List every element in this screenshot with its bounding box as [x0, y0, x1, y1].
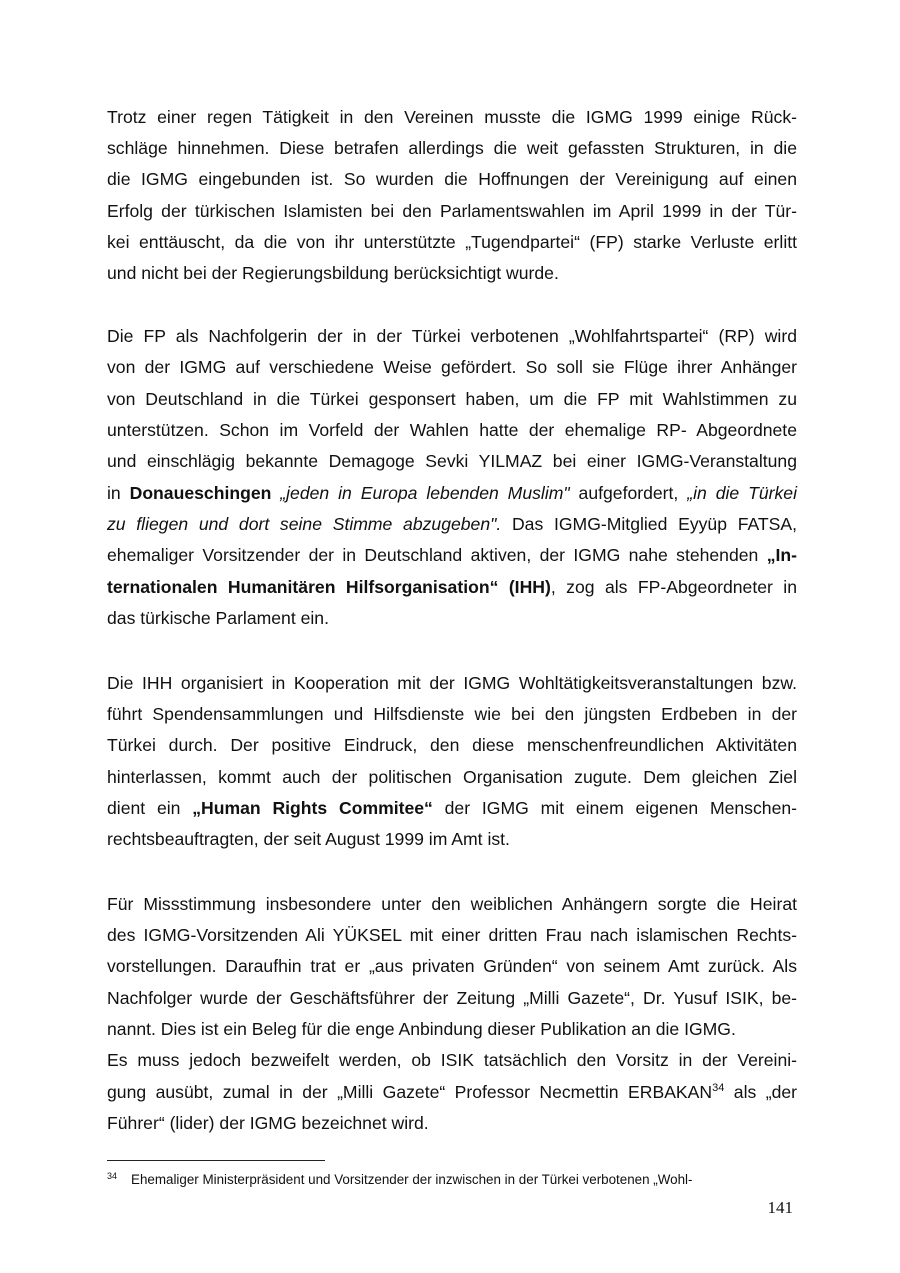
organization-name-bold: ternationalen Humanitären Hilfsorganisation“ (IHH): [107, 577, 551, 597]
footnote-text: Ehemaliger Ministerpräsident und Vorsitzender der inzwischen in der Türkei verbotenen „Wohl-: [131, 1172, 693, 1187]
text-line: Die IHH organisiert in Kooperation mit der IGMG Wohltätigkeitsveranstaltungen bzw.: [107, 673, 797, 693]
committee-name-bold: „Human Rights Commitee“: [192, 798, 433, 818]
text-line: kei enttäuscht, da die von ihr unterstützte „Tugendpartei“ (FP) starke Verluste erlitt: [107, 232, 797, 252]
text-run: [271, 483, 280, 503]
organization-name-bold: „In-: [766, 545, 797, 565]
text-line: die IGMG eingebunden ist. So wurden die Hoffnungen der Vereinigung auf einen: [107, 169, 797, 189]
text-run: Das IGMG-Mitglied Eyyüp FATSA,: [501, 514, 797, 534]
text-run: aufgefordert,: [569, 483, 688, 503]
text-run: als „der: [724, 1082, 798, 1102]
text-run: , zog als FP-Abgeordneter in: [550, 577, 798, 597]
text-line: nannt. Dies ist ein Beleg für die enge Anbindung dieser Publikation an die IGMG.: [107, 1019, 736, 1039]
text-line: unterstützen. Schon im Vorfeld der Wahlen hatte der ehemalige RP- Abgeordnete: [107, 420, 797, 440]
text-line: [107, 793, 797, 824]
text-line: [107, 540, 797, 571]
text-line: von Deutschland in die Türkei gesponsert haben, um die FP mit Wahlstimmen zu: [107, 389, 797, 409]
text-line: Erfolg der türkischen Islamisten bei den Parlamentswahlen im April 1999 in der Tür-: [107, 201, 797, 221]
text-line: Türkei durch. Der positive Eindruck, den diese menschenfreundlichen Aktivitäten: [107, 735, 797, 755]
footnote-number: 34: [107, 1171, 118, 1181]
text-line: schläge hinnehmen. Diese betrafen allerdings die weit gefassten Strukturen, in die: [107, 138, 797, 158]
text-run: gung ausübt, zumal in der „Milli Gazete“ Professor Necmettin ERBAKAN: [107, 1082, 713, 1102]
text-line: und einschlägig bekannte Demagoge Sevki YILMAZ bei einer IGMG-Veranstaltung: [107, 451, 797, 471]
text-line: Trotz einer regen Tätigkeit in den Vereinen musste die IGMG 1999 einige Rück-: [107, 107, 797, 127]
footnote: [107, 1166, 797, 1190]
text-line: rechtsbeauftragten, der seit August 1999 im Amt ist.: [107, 829, 510, 849]
text-run: ehemaliger Vorsitzender der in Deutschland aktiven, der IGMG nahe stehenden: [107, 545, 767, 565]
text-line: [107, 509, 797, 540]
text-line: [107, 572, 797, 603]
text-line: Nachfolger wurde der Geschäftsführer der Zeitung „Milli Gazete“, Dr. Yusuf ISIK, be-: [107, 988, 797, 1008]
text-line: das türkische Parlament ein.: [107, 608, 329, 628]
text-line: vorstellungen. Daraufhin trat er „aus privaten Gründen“ von seinem Amt zurück. Als: [107, 956, 797, 976]
text-line: Für Missstimmung insbesondere unter den weiblichen Anhängern sorgte die Heirat: [107, 894, 797, 914]
text-run: dient ein: [107, 798, 193, 818]
text-run: in: [107, 483, 130, 503]
text-line: führt Spendensammlungen und Hilfsdienste wie bei den jüngsten Erdbeben in der: [107, 704, 797, 724]
text-line: [107, 1077, 797, 1108]
quote-italic: zu fliegen und dort seine Stimme abzugeben".: [107, 514, 502, 534]
place-name-bold: Donaueschingen: [129, 483, 272, 503]
text-line: [107, 478, 797, 509]
text-line: Die FP als Nachfolgerin der in der Türkei verbotenen „Wohlfahrtspartei“ (RP) wird: [107, 326, 797, 346]
text-line: des IGMG-Vorsitzenden Ali YÜKSEL mit einer dritten Frau nach islamischen Rechts-: [107, 925, 797, 945]
quote-italic: „jeden in Europa lebenden Muslim": [280, 483, 570, 503]
text-line: von der IGMG auf verschiedene Weise gefördert. So soll sie Flüge ihrer Anhänger: [107, 357, 797, 377]
text-line: und nicht bei der Regierungsbildung berücksichtigt wurde.: [107, 263, 559, 283]
text-line: hinterlassen, kommt auch der politischen Organisation zugute. Dem gleichen Ziel: [107, 767, 797, 787]
text-line: Es muss jedoch bezweifelt werden, ob ISIK tatsächlich den Vorsitz in der Vereini-: [107, 1050, 797, 1070]
footnote-reference[interactable]: 34: [712, 1082, 725, 1094]
quote-italic: „in die Türkei: [687, 483, 797, 503]
footnote-divider: [107, 1160, 325, 1161]
page-number: 141: [767, 1198, 793, 1217]
text-line: Führer“ (lider) der IGMG bezeichnet wird.: [107, 1113, 429, 1133]
text-run: der IGMG mit einem eigenen Menschen-: [432, 798, 797, 818]
